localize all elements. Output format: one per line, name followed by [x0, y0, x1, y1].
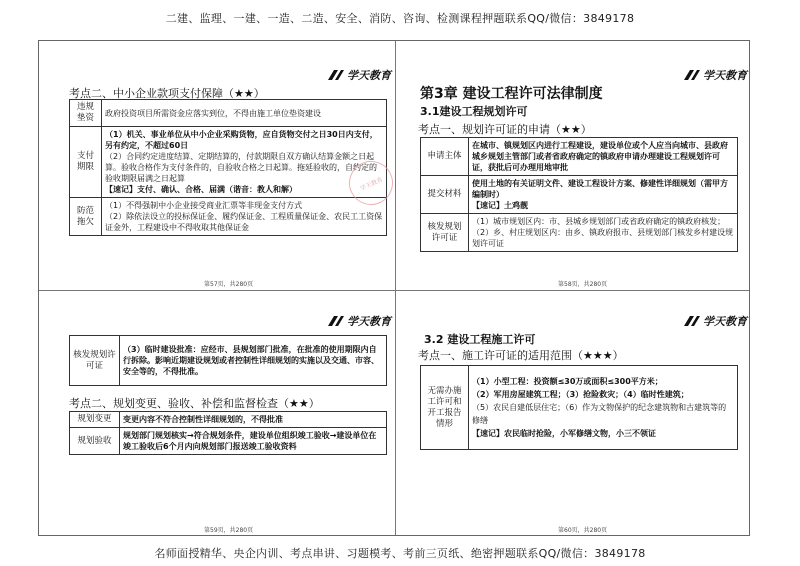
row-content: [102, 100, 387, 127]
row-line: （1）机关、事业单位从中小企业采购货物，应自货物交付之日30日内支付，另有约定，不超过60日: [105, 130, 378, 150]
table-row: [70, 428, 387, 455]
chapter-title: 第3章 建设工程许可法律制度: [420, 86, 603, 102]
row-content: [469, 214, 738, 252]
kp-title: 考点二、规划变更、验收、补偿和监督检查（★★）: [69, 397, 320, 410]
brand-logo: [683, 67, 747, 83]
page-60-panel: [396, 291, 751, 537]
row-content: [102, 198, 387, 236]
table-row: [70, 336, 387, 386]
table-row: [70, 198, 387, 236]
row-label: 规划变更: [70, 412, 120, 428]
row-label: 核发规划许可证: [421, 214, 469, 252]
row-line: 【速记】支付、确认、合格、届满（谐音：教人和解）: [105, 185, 297, 194]
page-58-panel: [396, 41, 751, 290]
row-label: 核发规划许可证: [70, 336, 120, 386]
page-59-panel: [39, 291, 395, 537]
page-number: 第58页，共280页: [558, 281, 608, 288]
stamp-text: 学天教育: [359, 175, 384, 193]
payment-table: [69, 99, 387, 236]
row-line: 在城市、镇规划区内进行工程建设，建设单位或个人应当向城市、县政府城乡规划主管部门或者省政府确定的镇政府申请办理建设工程规划许可证，获批后可办理用地审批: [472, 141, 728, 172]
row-line: （2）乡、村庄规划区内：由乡、镇政府报市、县规划部门核发乡村建设规划许可证: [472, 228, 734, 248]
row-line: 使用土地的有关证明文件、建设工程设计方案、修建性详细规划（需甲方编制时）: [472, 179, 728, 199]
row-label: 规划验收: [70, 428, 120, 455]
row-label: 申请主体: [421, 138, 469, 176]
row-label: 提交材料: [421, 176, 469, 214]
scanned-sheet: [38, 40, 750, 536]
row-line: 规划部门规划核实→符合规划条件，建设单位组织竣工验收→建设单位在竣工验收后6个月内向规划部门报送竣工验收资料: [123, 431, 377, 451]
logo-text: 学天教育: [347, 69, 391, 82]
logo-text: 学天教育: [703, 69, 747, 82]
row-content: [120, 428, 387, 455]
page-number: 第59页，共280页: [204, 527, 254, 534]
row-line: （2）除依法设立的投标保证金、履约保证金、工程质量保证金、农民工工资保证金外，工程建设中不得收取其他保证金: [105, 212, 383, 232]
brand-logo: [327, 67, 391, 83]
section-title: 3.2 建设工程施工许可: [424, 333, 536, 346]
row-line: （1）不得强制中小企业接受商业汇票等非现金支付方式: [105, 201, 303, 210]
row-line: （1）小型工程：投资额≤30万或面积≤300平方米；: [472, 377, 663, 386]
brand-logo: [327, 313, 391, 329]
row-line: 政府投资项目所需资金应落实到位，不得由施工单位垫资建设: [105, 108, 321, 118]
row-content: [469, 138, 738, 176]
table-row: [70, 100, 387, 127]
row-line: 变更内容不符合控制性详细规划的，不得批准: [123, 415, 283, 424]
row-label: 防范拖欠: [70, 198, 102, 236]
table-row: [421, 366, 738, 450]
page-number: 第60页，共280页: [558, 527, 608, 534]
row-line: 【速记】农民临时抢险，小军修缮文物，小三不领证: [472, 429, 656, 438]
row-label: 支付期限: [70, 127, 102, 198]
row-line: （1）城市规划区内：市、县城乡规划部门或省政府确定的镇政府核发；: [472, 217, 726, 226]
row-label: 无需办施工许可和开工报告情形: [421, 366, 469, 450]
row-line: （5）农民自建低层住宅；（6）作为文物保护的纪念建筑物和古建筑等的修缮: [472, 403, 727, 425]
page-number: 第57页，共280页: [204, 281, 254, 288]
logo-mark-icon: [683, 69, 701, 81]
logo-text: 学天教育: [703, 315, 747, 328]
table-row: [421, 138, 738, 176]
row-content: [120, 336, 387, 386]
row-line: 【速记】土鸡靓: [472, 201, 528, 210]
row-line: （3）临时建设批准：应经市、县规划部门批准，在批准的使用期限内自行拆除。影响近期建设规划或者控制性详细规划的实施以及交通、市容、安全等的，不得批准。: [123, 345, 379, 376]
table-row: [70, 127, 387, 198]
table-row: [421, 176, 738, 214]
page-57-panel: [39, 41, 395, 290]
row-line: （2）军用房屋建筑工程；（3）抢险救灾；（4）临时性建筑；: [472, 390, 689, 399]
planning-change-table: [69, 411, 387, 455]
table-row: [70, 412, 387, 428]
row-label: 违规垫资: [70, 100, 102, 127]
row-content: [469, 176, 738, 214]
row-line: （2）合同约定进度结算、定期结算的，付款期限自双方确认结算金额之日起算。验收合格作为支付条件的，自验收合格之日起算。拖延验收的，自约定的验收期限届满之日起算: [105, 152, 377, 183]
logo-text: 学天教育: [347, 315, 391, 328]
logo-mark-icon: [327, 69, 345, 81]
construction-permit-table: [420, 365, 738, 450]
top-banner: 二建、监理、一建、一造、二造、安全、消防、咨询、检测课程押题联系QQ/微信：3849178: [165, 12, 635, 25]
table-row: [421, 214, 738, 252]
row-content: [469, 366, 738, 450]
section-title: 3.1建设工程规划许可: [420, 105, 528, 118]
planning-permit-table: [420, 137, 738, 252]
bottom-banner: 名师面授精华、央企内训、考点串讲、习题模考、考前三页纸、绝密押题联系QQ/微信：3849178: [154, 547, 646, 560]
kp-title: 考点一、施工许可证的适用范围（★★★）: [418, 349, 624, 362]
row-content: [102, 127, 387, 198]
logo-mark-icon: [327, 315, 345, 327]
row-content: [120, 412, 387, 428]
brand-logo: [683, 313, 747, 329]
logo-mark-icon: [683, 315, 701, 327]
kp-title: 考点二、中小企业款项支付保障（★★）: [69, 87, 265, 100]
temporary-permit-table: [69, 335, 387, 386]
kp-title: 考点一、规划许可证的申请（★★）: [418, 123, 592, 136]
